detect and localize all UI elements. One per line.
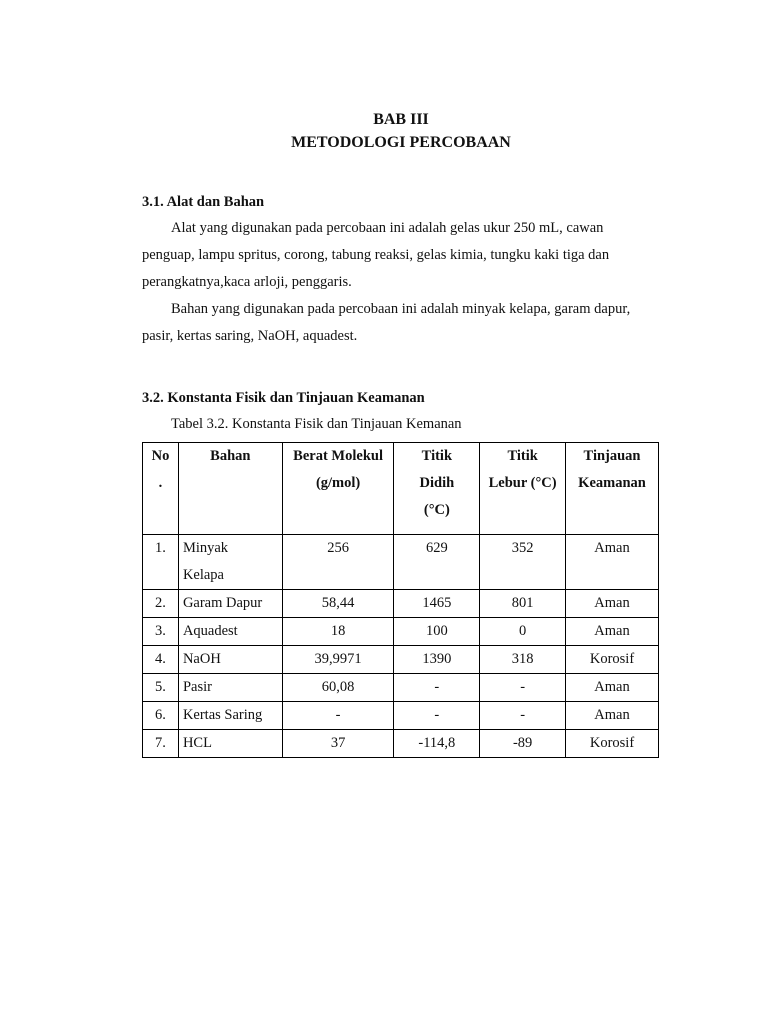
cell-bahan xyxy=(178,590,282,618)
cell-bahan xyxy=(178,646,282,674)
table-row xyxy=(143,646,659,674)
cell-tinjauan-keamanan: Aman xyxy=(566,590,659,618)
header-line: No xyxy=(151,448,170,464)
header-titik-lebur xyxy=(480,443,566,535)
cell-titik-didih: - xyxy=(394,702,480,730)
table-body xyxy=(143,535,659,758)
cell-bahan xyxy=(178,535,282,590)
paragraph-line: pasir, kertas saring, NaOH, aquadest. xyxy=(142,328,358,344)
chapter-heading xyxy=(142,108,660,154)
cell-tinjauan-keamanan: Aman xyxy=(566,535,659,590)
cell-berat-molekul: - xyxy=(282,702,394,730)
cell-titik-didih: 1465 xyxy=(394,590,480,618)
cell-bahan-line: NaOH xyxy=(182,651,221,667)
cell-bahan xyxy=(178,618,282,646)
chapter-label: BAB III xyxy=(373,111,429,128)
cell-bahan-line: HCL xyxy=(182,735,212,751)
cell-tinjauan-keamanan: Korosif xyxy=(566,730,659,758)
table-header-row xyxy=(143,443,659,535)
table-row xyxy=(143,618,659,646)
cell-bahan xyxy=(178,730,282,758)
table-row xyxy=(143,535,659,590)
cell-berat-molekul: 37 xyxy=(282,730,394,758)
cell-titik-didih: 1390 xyxy=(394,646,480,674)
cell-bahan-line: Pasir xyxy=(182,679,212,695)
table-row xyxy=(143,702,659,730)
header-line: Bahan xyxy=(210,448,251,464)
cell-bahan xyxy=(178,674,282,702)
header-no xyxy=(143,443,179,535)
header-line: Lebur (°C) xyxy=(488,475,557,491)
chapter-title: METODOLOGI PERCOBAAN xyxy=(291,134,511,151)
cell-bahan-line: Kertas Saring xyxy=(182,707,263,723)
header-bahan xyxy=(178,443,282,535)
cell-titik-lebur: 0 xyxy=(480,618,566,646)
table-row xyxy=(143,674,659,702)
cell-titik-didih: -114,8 xyxy=(394,730,480,758)
cell-tinjauan-keamanan: Aman xyxy=(566,702,659,730)
cell-titik-lebur: 801 xyxy=(480,590,566,618)
paragraph-line: penguap, lampu spritus, corong, tabung reaksi, gelas kimia, tungku kaki tiga dan xyxy=(142,247,610,263)
cell-no: 1. xyxy=(143,535,179,590)
cell-bahan-line: Garam Dapur xyxy=(182,595,263,611)
cell-no: 3. xyxy=(143,618,179,646)
cell-titik-didih: 100 xyxy=(394,618,480,646)
cell-bahan xyxy=(178,702,282,730)
header-line: Didih xyxy=(419,475,455,491)
cell-titik-lebur: - xyxy=(480,674,566,702)
paragraph-line: Bahan yang digunakan pada percobaan ini adalah minyak kelapa, garam dapur, xyxy=(171,301,631,317)
paragraph-alat xyxy=(142,215,662,296)
cell-tinjauan-keamanan: Aman xyxy=(566,618,659,646)
header-line: . xyxy=(158,475,163,491)
cell-titik-lebur: 352 xyxy=(480,535,566,590)
header-line: (°C) xyxy=(423,502,450,518)
cell-no: 6. xyxy=(143,702,179,730)
header-line: Berat Molekul xyxy=(293,448,383,464)
cell-no: 7. xyxy=(143,730,179,758)
cell-bahan-line: Kelapa xyxy=(182,567,224,583)
header-line: Titik xyxy=(421,448,453,464)
cell-titik-didih: - xyxy=(394,674,480,702)
cell-berat-molekul: 256 xyxy=(282,535,394,590)
table-row xyxy=(143,730,659,758)
cell-titik-lebur: 318 xyxy=(480,646,566,674)
cell-no: 4. xyxy=(143,646,179,674)
cell-tinjauan-keamanan: Korosif xyxy=(566,646,659,674)
header-berat-molekul xyxy=(282,443,394,535)
section-heading-konstanta: 3.2. Konstanta Fisik dan Tinjauan Keamanan xyxy=(142,390,425,406)
header-line: (g/mol) xyxy=(315,475,361,491)
paragraph-line: Alat yang digunakan pada percobaan ini adalah gelas ukur 250 mL, cawan xyxy=(171,220,604,236)
header-line: Titik xyxy=(507,448,538,464)
header-tinjauan-keamanan xyxy=(566,443,659,535)
cell-berat-molekul: 18 xyxy=(282,618,394,646)
cell-berat-molekul: 58,44 xyxy=(282,590,394,618)
konstanta-table xyxy=(142,442,659,758)
cell-titik-lebur: -89 xyxy=(480,730,566,758)
cell-titik-lebur: - xyxy=(480,702,566,730)
paragraph-bahan xyxy=(142,296,662,350)
header-line: Keamanan xyxy=(578,475,646,491)
cell-bahan-line: Aquadest xyxy=(182,623,238,639)
paragraph-line: perangkatnya,kaca arloji, penggaris. xyxy=(142,274,352,290)
header-line: Tinjauan xyxy=(583,448,641,464)
cell-no: 2. xyxy=(143,590,179,618)
cell-titik-didih: 629 xyxy=(394,535,480,590)
cell-bahan-line: Minyak xyxy=(182,540,229,556)
cell-no: 5. xyxy=(143,674,179,702)
cell-berat-molekul: 60,08 xyxy=(282,674,394,702)
section-heading-alat-bahan: 3.1. Alat dan Bahan xyxy=(142,194,265,210)
table-row xyxy=(143,590,659,618)
header-titik-didih xyxy=(394,443,480,535)
cell-berat-molekul: 39,9971 xyxy=(282,646,394,674)
cell-tinjauan-keamanan: Aman xyxy=(566,674,659,702)
table-caption: Tabel 3.2. Konstanta Fisik dan Tinjauan Kemanan xyxy=(171,416,462,432)
